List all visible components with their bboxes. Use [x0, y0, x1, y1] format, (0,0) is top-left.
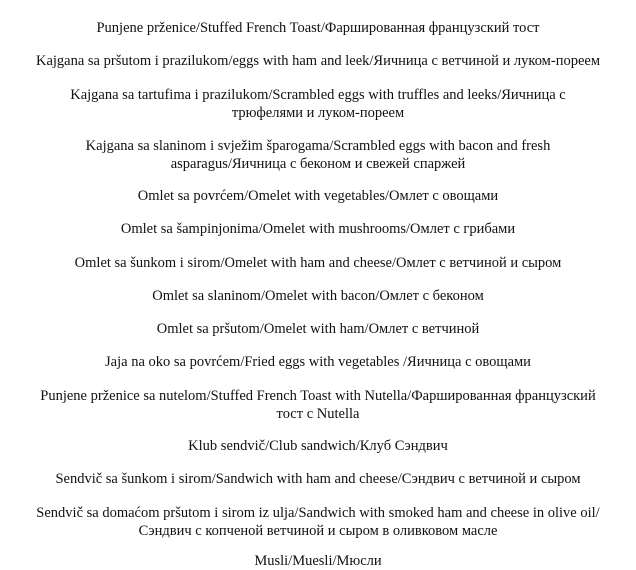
- menu-item-omelet-bacon: Omlet sa slaninom/Omelet with bacon/Омлет с беконом: [152, 288, 484, 304]
- menu-item-stuffed-french-toast: Punjene prženice/Stuffed French Toast/Фаршированная французский тост: [96, 20, 540, 36]
- menu-item-sandwich-smoked-ham-olive-oil: Sendvič sa domaćom pršutom i sirom iz ulja/Sandwich with smoked ham and cheese in olive oil/ Сэндвич с копченой ветчиной и сыром в оливковом масле: [36, 505, 600, 539]
- menu-item-french-toast-nutella: Punjene prženice sa nutelom/Stuffed French Toast with Nutella/Фаршированная французский тост с Nutella: [40, 388, 596, 422]
- menu-item-omelet-mushrooms: Omlet sa šampinjonima/Omelet with mushrooms/Омлет с грибами: [120, 221, 516, 237]
- menu-item-fried-eggs-vegetables: Jaja na oko sa povrćem/Fried eggs with vegetables /Яичница с овощами: [105, 354, 531, 370]
- menu-item-omelet-ham-cheese: Omlet sa šunkom i sirom/Omelet with ham and cheese/Омлет с ветчиной и сыром: [74, 255, 562, 271]
- menu-item-omelet-vegetables: Omlet sa povrćem/Omelet with vegetables/Омлет с овощами: [137, 188, 499, 204]
- menu-item-scrambled-eggs-truffles: Kajgana sa tartufima i prazilukom/Scrambled eggs with truffles and leeks/Яичница с трюфелями и луком-пореем: [70, 87, 566, 121]
- menu-item-sandwich-ham-cheese: Sendvič sa šunkom i sirom/Sandwich with ham and cheese/Сэндвич с ветчиной и сыром: [55, 471, 581, 487]
- menu-item-muesli: Musli/Muesli/Мюсли: [254, 553, 382, 569]
- menu-item-scrambled-eggs-bacon-asparagus: Kajgana sa slaninom i svježim šparogama/Scrambled eggs with bacon and fresh asparagus/Яичница с беконом и свежей спаржей: [85, 138, 551, 172]
- menu-item-omelet-ham: Omlet sa pršutom/Omelet with ham/Омлет с ветчиной: [156, 321, 480, 337]
- menu-item-club-sandwich: Klub sendvič/Club sandwich/Клуб Сэндвич: [188, 438, 448, 454]
- menu-item-eggs-ham-leek: Kajgana sa pršutom i prazilukom/eggs with ham and leek/Яичница с ветчиной и луком-пореем: [35, 53, 600, 69]
